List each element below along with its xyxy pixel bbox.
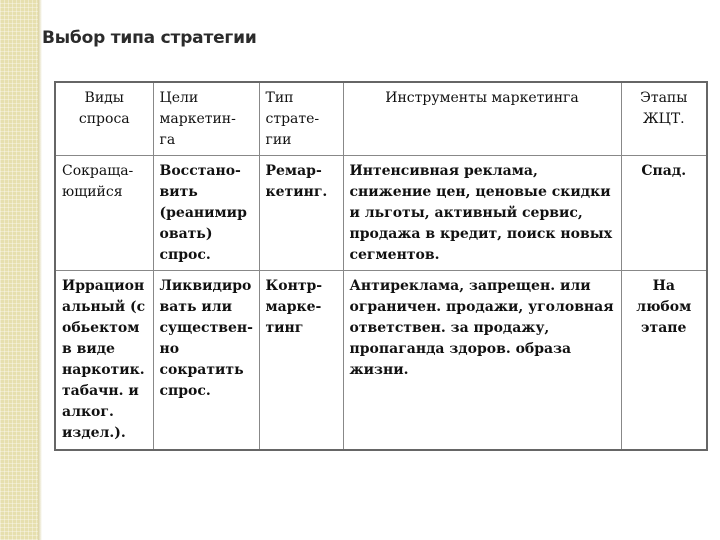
header-marketing-tools: Инструменты маркетинга xyxy=(343,82,621,156)
header-lifecycle-stages: Этапы ЖЦТ. xyxy=(621,82,707,156)
header-marketing-goals: Цели маркетин- га xyxy=(153,82,259,156)
side-band-edge xyxy=(38,0,42,540)
row-1-demand: Сокраща- ющийся xyxy=(55,156,153,271)
row-1-tools: Интенсивная реклама, снижение цен, ценовые скидки и льготы, активный сервис, продажа в кредит, поиск новых сегментов. xyxy=(343,156,621,271)
row-2-stages: На любом этапе xyxy=(621,271,707,451)
header-strategy-type: Тип страте- гии xyxy=(259,82,343,156)
row-1-goals: Восстано- вить (реанимир овать) спрос. xyxy=(153,156,259,271)
row-1-type: Ремар- кетинг. xyxy=(259,156,343,271)
row-2-type: Контр- марке- тинг xyxy=(259,271,343,451)
table-header-row xyxy=(55,82,707,156)
header-demand-type: Виды спроса xyxy=(55,82,153,156)
row-1-stages: Спад. xyxy=(621,156,707,271)
table-row xyxy=(55,271,707,451)
strategy-table xyxy=(54,81,708,451)
table-row xyxy=(55,156,707,271)
row-2-tools: Антиреклама, запрещен. или ограничен. продажи, уголовная ответствен. за продажу, пропаганда здоров. образа жизни. xyxy=(343,271,621,451)
row-2-demand: Иррацион альный (с обьектом в виде наркотик. табачн. и алког. издел.). xyxy=(55,271,153,451)
decorative-side-band xyxy=(0,0,38,540)
slide-title: Выбор типа стратегии xyxy=(42,28,257,48)
row-2-goals: Ликвидиро вать или существен- но сократить спрос. xyxy=(153,271,259,451)
